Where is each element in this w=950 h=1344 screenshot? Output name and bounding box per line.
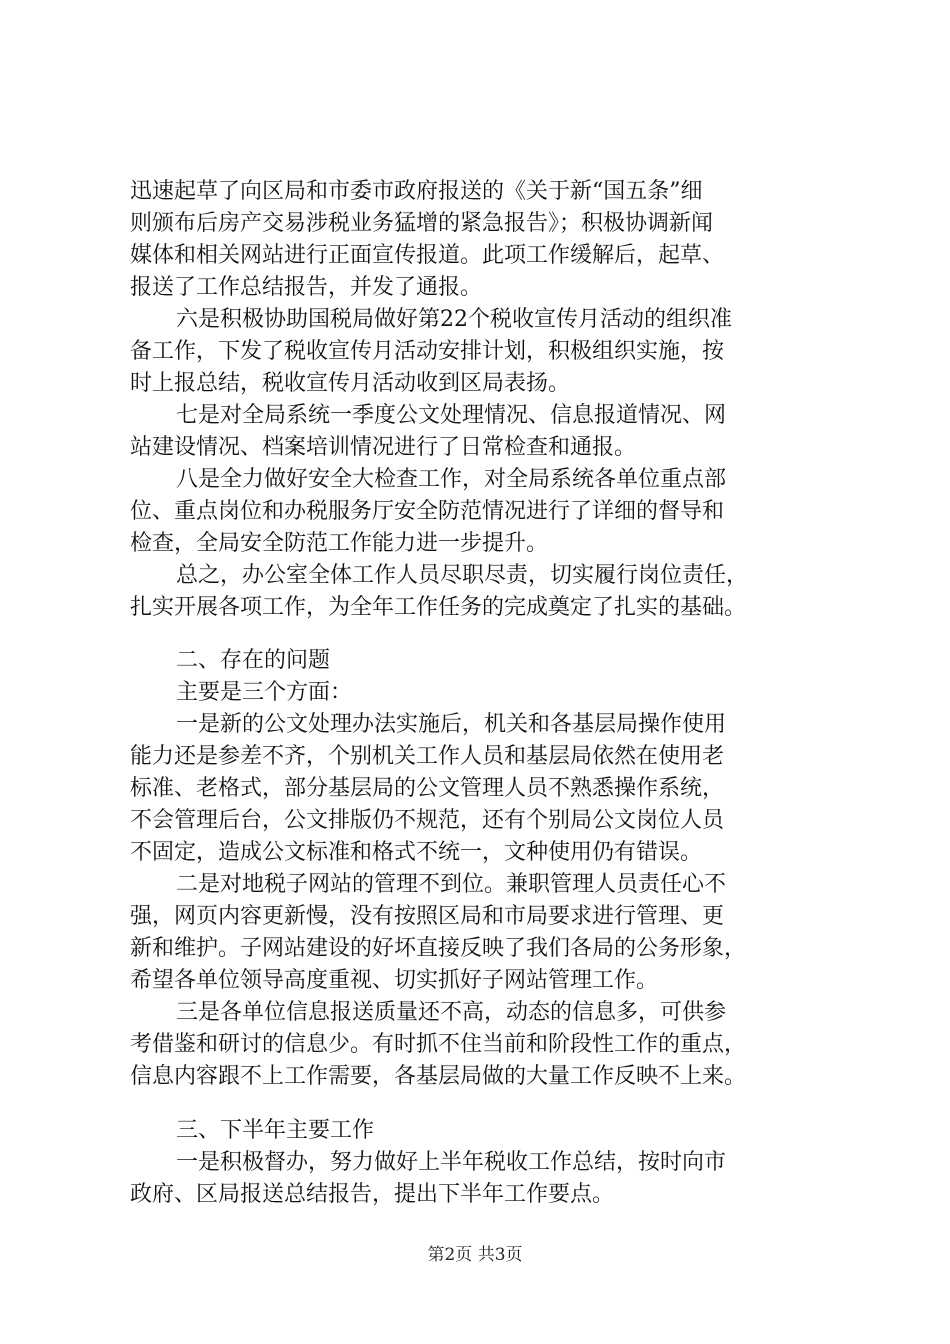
text-line: 主要是三个方面： <box>176 680 353 705</box>
paragraph-plan-one: 一是积极督办，努力做好上半年税收工作总结，按时向市 <box>176 1150 727 1175</box>
text-line: 迅速起草了向区局和市委市政府报送的《关于新“国五条”细 <box>130 179 703 204</box>
page-footer: 第2页 共3页 <box>427 1245 523 1265</box>
paragraph-summary: 总之，办公室全体工作人员尽职尽责，切实履行岗位责任， <box>176 563 749 588</box>
paragraph-problem-two: 二是对地税子网站的管理不到位。兼职管理人员责任心不 <box>176 872 727 897</box>
text-line: 标准、老格式，部分基层局的公文管理人员不熟悉操作系统， <box>130 776 725 801</box>
text-line: 报送了工作总结报告，并发了通报。 <box>130 275 483 300</box>
text-line: 媒体和相关网站进行正面宣传报道。此项工作缓解后，起草、 <box>130 243 725 268</box>
text-line: 考借鉴和研讨的信息少。有时抓不住当前和阶段性工作的重点， <box>130 1032 747 1057</box>
text-line: 检查，全局安全防范工作能力进一步提升。 <box>130 531 549 556</box>
text-line: 强，网页内容更新慢，没有按照区局和市局要求进行管理、更 <box>130 904 725 929</box>
paragraph-problem-three: 三是各单位信息报送质量还不高，动态的信息多，可供参 <box>176 1000 727 1025</box>
paragraph-seven: 七是对全局系统一季度公文处理情况、信息报道情况、网 <box>176 403 727 428</box>
text-line: 站建设情况、档案培训情况进行了日常检查和通报。 <box>130 435 637 460</box>
paragraph-eight: 八是全力做好安全大检查工作，对全局系统各单位重点部 <box>176 467 727 492</box>
text-line: 信息内容跟不上工作需要，各基层局做的大量工作反映不上来。 <box>130 1064 747 1089</box>
section-heading-plan: 三、下半年主要工作 <box>176 1118 375 1143</box>
text-line: 新和维护。子网站建设的好坏直接反映了我们各局的公务形象， <box>130 936 747 961</box>
text-line: 不会管理后台，公文排版仍不规范，还有个别局公文岗位人员 <box>130 808 725 833</box>
text-line: 不固定，造成公文标准和格式不统一，文种使用仍有错误。 <box>130 840 703 865</box>
paragraph-six: 六是积极协助国税局做好第22个税收宣传月活动的组织准 <box>176 307 732 332</box>
text-line: 扎实开展各项工作，为全年工作任务的完成奠定了扎实的基础。 <box>130 595 747 620</box>
text-line: 政府、区局报送总结报告，提出下半年工作要点。 <box>130 1182 615 1207</box>
text-line: 能力还是参差不齐，个别机关工作人员和基层局依然在使用老 <box>130 744 725 769</box>
text-line: 则颁布后房产交易涉税业务猛增的紧急报告》；积极协调新闻 <box>130 211 714 236</box>
section-heading-problems: 二、存在的问题 <box>176 648 331 673</box>
text-line: 希望各单位领导高度重视、切实抓好子网站管理工作。 <box>130 968 659 993</box>
text-line: 位、重点岗位和办税服务厅安全防范情况进行了详细的督导和 <box>130 499 725 524</box>
paragraph-problem-one: 一是新的公文处理办法实施后，机关和各基层局操作使用 <box>176 712 727 737</box>
text-line: 备工作，下发了税收宣传月活动安排计划，积极组织实施，按 <box>130 339 725 364</box>
text-line: 时上报总结，税收宣传月活动收到区局表扬。 <box>130 371 571 396</box>
